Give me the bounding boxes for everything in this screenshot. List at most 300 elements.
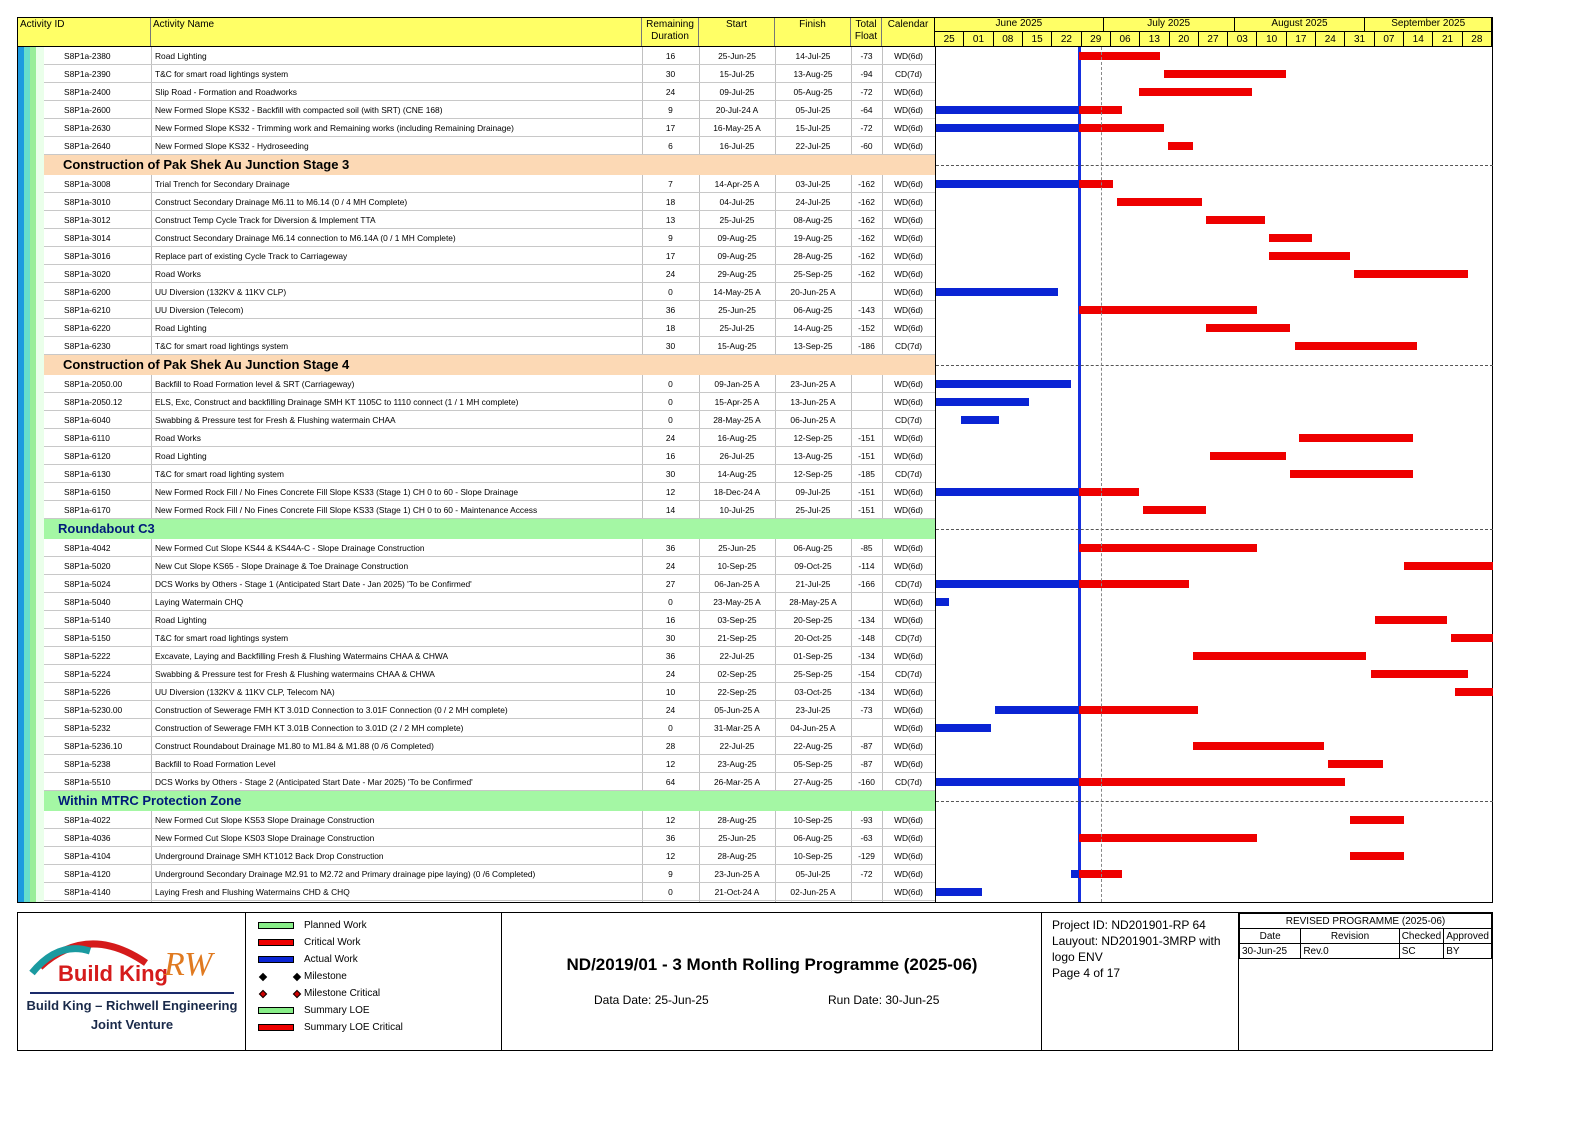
legend-swatch [258, 1024, 294, 1031]
activity-row[interactable] [18, 101, 935, 119]
calendar-cell: WD(6d) [882, 483, 935, 501]
legend-swatch [258, 939, 294, 946]
schedule-sheet [17, 17, 1493, 1051]
start-date-cell: 06-Jan-25 A [699, 575, 775, 593]
activity-name-cell: New Formed Slope KS32 - Trimming work and Remaining works (including Remaining Drainage) [151, 119, 642, 137]
rev-header-checked: Checked [1399, 929, 1444, 944]
activity-row[interactable] [18, 429, 935, 447]
total-float-cell [851, 283, 882, 301]
finish-date-cell: 22-Jul-25 [775, 137, 851, 155]
critical-work-bar[interactable] [1206, 324, 1290, 332]
calendar-cell: WD(6d) [882, 137, 935, 155]
activity-row[interactable] [18, 211, 935, 229]
total-float-cell: -134 [851, 611, 882, 629]
critical-work-bar[interactable] [1079, 778, 1345, 786]
start-date-cell: 09-Aug-25 [699, 229, 775, 247]
activity-row[interactable] [18, 865, 935, 883]
activity-row[interactable] [18, 411, 935, 429]
remaining-duration-cell: 36 [642, 829, 699, 847]
start-date-cell: 25-Jul-25 [699, 211, 775, 229]
activity-row[interactable] [18, 137, 935, 155]
activity-name-cell: T&C for smart road lightings system [151, 629, 642, 647]
finish-date-cell: 19-Aug-25 [775, 229, 851, 247]
start-date-cell: 15-Jul-25 [699, 65, 775, 83]
total-float-cell: -162 [851, 265, 882, 283]
remaining-duration-cell: 36 [642, 539, 699, 557]
wbs-group-header[interactable]: Construction of Pak Shek Au Junction Stage 4 [44, 355, 935, 375]
finish-date-cell: 13-Jun-25 A [775, 393, 851, 411]
actual-work-bar[interactable] [936, 778, 1079, 786]
start-date-cell: 25-Jun-25 [699, 829, 775, 847]
activity-row[interactable] [18, 337, 935, 355]
activity-id-cell: S8P1a-6120 [44, 447, 151, 465]
finish-date-cell: 03-Oct-25 [775, 683, 851, 701]
actual-work-bar[interactable] [936, 124, 1079, 132]
total-float-cell: -162 [851, 193, 882, 211]
total-float-cell: -73 [851, 47, 882, 65]
actual-work-bar[interactable] [995, 706, 1079, 714]
total-float-cell [851, 411, 882, 429]
remaining-duration-cell: 36 [642, 301, 699, 319]
activity-row[interactable] [18, 465, 935, 483]
col-total-float: Total Float [851, 18, 882, 46]
critical-work-bar[interactable] [1193, 652, 1366, 660]
critical-work-bar[interactable] [1451, 634, 1493, 642]
activity-row[interactable] [18, 811, 935, 829]
activity-row[interactable] [18, 737, 935, 755]
remaining-duration-cell: 12 [642, 811, 699, 829]
total-float-cell [851, 719, 882, 737]
remaining-duration-cell: 30 [642, 337, 699, 355]
critical-work-bar[interactable] [1455, 688, 1493, 696]
table-header [17, 17, 1493, 47]
remaining-duration-cell: 0 [642, 719, 699, 737]
start-date-cell: 09-Jul-25 [699, 83, 775, 101]
activity-name-cell: Swabbing & Pressure test for Fresh & Flushing watermains CHAA & CHWA [151, 665, 642, 683]
actual-work-bar[interactable] [961, 416, 999, 424]
calendar-cell: CD(7d) [882, 465, 935, 483]
critical-work-bar[interactable] [1139, 88, 1253, 96]
activity-row[interactable] [18, 557, 935, 575]
rev-header-date: Date [1240, 929, 1301, 944]
activity-name-cell: New Formed Slope KS32 - Backfill with compacted soil (with SRT) (CNE 168) [151, 101, 642, 119]
remaining-duration-cell: 30 [642, 465, 699, 483]
activity-name-cell: Laying Fresh and Flushing Watermains CHD & CHQ [151, 883, 642, 901]
milestone-diamond-icon [259, 990, 267, 998]
start-date-cell: 23-May-25 A [699, 593, 775, 611]
activity-id-cell: S8P1a-6110 [44, 429, 151, 447]
timeline-week: 28 [1463, 32, 1492, 47]
legend-label: Planned Work [304, 920, 367, 931]
critical-work-bar[interactable] [1295, 342, 1417, 350]
legend-label: Actual Work [304, 954, 358, 965]
activity-name-cell: New Formed Slope KS32 - Hydroseeding [151, 137, 642, 155]
activity-name-cell: UU Diversion (132KV & 11KV CLP) [151, 283, 642, 301]
critical-work-bar[interactable] [1079, 488, 1138, 496]
start-date-cell: 15-Apr-25 A [699, 393, 775, 411]
start-date-cell: 21-Sep-25 [699, 629, 775, 647]
calendar-cell: WD(6d) [882, 119, 935, 137]
total-float-cell: -154 [851, 665, 882, 683]
critical-work-bar[interactable] [1079, 306, 1256, 314]
total-float-cell [851, 393, 882, 411]
remaining-duration-cell: 24 [642, 265, 699, 283]
total-float-cell: -73 [851, 701, 882, 719]
finish-date-cell: 02-Jun-25 A [775, 883, 851, 901]
timeline-week: 14 [1404, 32, 1433, 47]
start-date-cell: 25-Jul-25 [699, 319, 775, 337]
remaining-duration-cell: 36 [642, 647, 699, 665]
activity-row[interactable] [18, 483, 935, 501]
remaining-duration-cell: 24 [642, 83, 699, 101]
activity-id-cell: S8P1a-2400 [44, 83, 151, 101]
activity-row[interactable] [18, 611, 935, 629]
remaining-duration-cell: 10 [642, 683, 699, 701]
total-float-cell: -93 [851, 811, 882, 829]
remaining-duration-cell: 13 [642, 211, 699, 229]
actual-work-bar[interactable] [1071, 870, 1079, 878]
critical-work-bar[interactable] [1079, 544, 1256, 552]
activity-id-cell: S8P1a-5150 [44, 629, 151, 647]
calendar-cell: WD(6d) [882, 283, 935, 301]
actual-work-bar[interactable] [936, 288, 1058, 296]
activity-name-cell: Excavate, Laying and Backfilling Fresh & Flushing Watermains CHAA & CHWA [151, 647, 642, 665]
critical-work-bar[interactable] [1168, 142, 1193, 150]
calendar-cell: WD(6d) [882, 83, 935, 101]
activity-name-cell: Construct Roundabout Drainage M1.80 to M1.84 & M1.88 (0 /6 Completed) [151, 737, 642, 755]
activity-row[interactable] [18, 829, 935, 847]
calendar-cell: CD(7d) [882, 411, 935, 429]
activity-id-cell: S8P1a-2640 [44, 137, 151, 155]
activity-row[interactable] [18, 47, 935, 65]
timeline-week: 17 [1287, 32, 1316, 47]
start-date-cell: 23-Aug-25 [699, 755, 775, 773]
finish-date-cell: 23-Jun-25 A [775, 375, 851, 393]
calendar-cell: WD(6d) [882, 611, 935, 629]
activity-name-cell: DCS Works by Others - Stage 2 (Anticipated Start Date - Mar 2025) 'To be Confirmed' [151, 773, 642, 791]
activity-id-cell: S8P1a-5226 [44, 683, 151, 701]
milestone-diamond-icon [259, 973, 267, 981]
remaining-duration-cell: 0 [642, 283, 699, 301]
start-date-cell: 16-May-25 A [699, 119, 775, 137]
activity-id-cell: S8P1a-4104 [44, 847, 151, 865]
timeline-week: 22 [1052, 32, 1081, 47]
remaining-duration-cell: 16 [642, 447, 699, 465]
legend-label: Milestone [304, 971, 347, 982]
activity-id-cell: S8P1a-3020 [44, 265, 151, 283]
remaining-duration-cell: 9 [642, 101, 699, 119]
calendar-cell: CD(7d) [882, 665, 935, 683]
remaining-duration-cell: 64 [642, 773, 699, 791]
actual-work-bar[interactable] [936, 380, 1071, 388]
activity-row[interactable] [18, 629, 935, 647]
finish-date-cell: 09-Jul-25 [775, 483, 851, 501]
critical-work-bar[interactable] [1290, 470, 1412, 478]
timeline-week: 08 [994, 32, 1023, 47]
total-float-cell: -151 [851, 429, 882, 447]
gantt-group-separator [936, 165, 1493, 166]
activity-row[interactable] [18, 755, 935, 773]
legend-label: Critical Work [304, 937, 361, 948]
total-float-cell: -160 [851, 773, 882, 791]
activity-id-cell: S8P1a-2380 [44, 47, 151, 65]
start-date-cell: 18-Dec-24 A [699, 483, 775, 501]
total-float-cell: -94 [851, 65, 882, 83]
remaining-duration-cell: 24 [642, 429, 699, 447]
calendar-cell: CD(7d) [882, 773, 935, 791]
activity-row[interactable] [18, 283, 935, 301]
remaining-duration-cell: 18 [642, 319, 699, 337]
activity-row[interactable] [18, 575, 935, 593]
gantt-group-separator [936, 529, 1493, 530]
activity-row[interactable] [18, 119, 935, 137]
timeline-month: September 2025 [1365, 18, 1492, 31]
calendar-cell: WD(6d) [882, 847, 935, 865]
wbs-group-header[interactable]: Roundabout C3 [44, 519, 935, 539]
critical-work-bar[interactable] [1164, 70, 1286, 78]
remaining-duration-cell: 12 [642, 483, 699, 501]
activity-id-cell: S8P1a-2050.12 [44, 393, 151, 411]
critical-work-bar[interactable] [1143, 506, 1206, 514]
start-date-cell: 14-Aug-25 [699, 465, 775, 483]
finish-date-cell: 01-Sep-25 [775, 647, 851, 665]
critical-work-bar[interactable] [1193, 742, 1324, 750]
critical-work-bar[interactable] [1375, 616, 1447, 624]
run-date-line [1101, 47, 1102, 902]
activity-name-cell: Road Lighting [151, 319, 642, 337]
total-float-cell: -143 [851, 301, 882, 319]
activity-id-cell: S8P1a-2050.00 [44, 375, 151, 393]
activity-row[interactable] [18, 683, 935, 701]
remaining-duration-cell: 6 [642, 137, 699, 155]
col-finish: Finish [775, 18, 851, 46]
calendar-cell: WD(6d) [882, 101, 935, 119]
activity-row[interactable] [18, 375, 935, 393]
col-start: Start [699, 18, 775, 46]
activity-row[interactable] [18, 539, 935, 557]
activity-name-cell: Road Works [151, 265, 642, 283]
critical-work-bar[interactable] [1079, 580, 1189, 588]
remaining-duration-cell: 14 [642, 501, 699, 519]
critical-work-bar[interactable] [1328, 760, 1383, 768]
actual-work-bar[interactable] [936, 106, 1079, 114]
legend-label: Milestone Critical [304, 988, 381, 999]
start-date-cell: 04-Jul-25 [699, 193, 775, 211]
critical-work-bar[interactable] [1079, 706, 1197, 714]
actual-work-bar[interactable] [936, 398, 1029, 406]
activity-row[interactable] [18, 719, 935, 737]
total-float-cell: -151 [851, 483, 882, 501]
activity-id-cell: S8P1a-6170 [44, 501, 151, 519]
wbs-group-header[interactable]: Within MTRC Protection Zone [44, 791, 935, 811]
activity-row[interactable] [18, 229, 935, 247]
wbs-group-header[interactable]: Construction of Pak Shek Au Junction Stage 3 [44, 155, 935, 175]
activity-name-cell: Replace part of existing Cycle Track to Carriageway [151, 247, 642, 265]
activity-id-cell: S8P1a-3010 [44, 193, 151, 211]
total-float-cell: -186 [851, 337, 882, 355]
timeline-week: 31 [1345, 32, 1374, 47]
activity-row[interactable] [18, 647, 935, 665]
activity-row[interactable] [18, 883, 935, 901]
activity-row[interactable] [18, 665, 935, 683]
remaining-duration-cell: 30 [642, 65, 699, 83]
timeline-month: July 2025 [1104, 18, 1235, 31]
activity-name-cell: Construct Secondary Drainage M6.11 to M6.14 (0 / 4 MH Complete) [151, 193, 642, 211]
total-float-cell: -162 [851, 229, 882, 247]
start-date-cell: 21-Oct-24 A [699, 883, 775, 901]
critical-work-bar[interactable] [1350, 852, 1405, 860]
activity-id-cell: S8P1a-3014 [44, 229, 151, 247]
activity-row[interactable] [18, 501, 935, 519]
calendar-cell: WD(6d) [882, 193, 935, 211]
critical-work-bar[interactable] [1350, 816, 1405, 824]
critical-work-bar[interactable] [1206, 216, 1265, 224]
actual-work-bar[interactable] [936, 598, 949, 606]
finish-date-cell: 22-Aug-25 [775, 737, 851, 755]
start-date-cell: 22-Jul-25 [699, 647, 775, 665]
activity-row[interactable] [18, 265, 935, 283]
calendar-cell: WD(6d) [882, 393, 935, 411]
title-section [502, 913, 1042, 1050]
activity-row[interactable] [18, 301, 935, 319]
finish-date-cell: 10-Sep-25 [775, 811, 851, 829]
remaining-duration-cell: 18 [642, 193, 699, 211]
finish-date-cell: 25-Jul-25 [775, 501, 851, 519]
critical-work-bar[interactable] [1371, 670, 1468, 678]
critical-work-bar[interactable] [1079, 834, 1256, 842]
calendar-cell: WD(6d) [882, 811, 935, 829]
activity-id-cell: S8P1a-3016 [44, 247, 151, 265]
finish-date-cell: 25-Sep-25 [775, 265, 851, 283]
total-float-cell: -85 [851, 539, 882, 557]
start-date-cell: 25-Jun-25 [699, 47, 775, 65]
critical-work-bar[interactable] [1269, 234, 1311, 242]
activity-name-cell: Underground Secondary Drainage M2.91 to M2.72 and Primary drainage pipe laying) (0 /6 Completed) [151, 865, 642, 883]
activity-name-cell: Construction of Sewerage FMH KT 3.01D Connection to 3.01F Connection (0 / 2 MH complete) [151, 701, 642, 719]
total-float-cell: -151 [851, 501, 882, 519]
critical-work-bar[interactable] [1354, 270, 1468, 278]
activity-name-cell: New Cut Slope KS65 - Slope Drainage & Toe Drainage Construction [151, 557, 642, 575]
activity-row[interactable] [18, 193, 935, 211]
finish-date-cell: 06-Aug-25 [775, 829, 851, 847]
timeline-days [935, 31, 1492, 48]
activity-name-cell: Road Lighting [151, 47, 642, 65]
critical-work-bar[interactable] [1269, 252, 1349, 260]
total-float-cell: -63 [851, 829, 882, 847]
remaining-duration-cell: 16 [642, 47, 699, 65]
actual-work-bar[interactable] [936, 180, 1079, 188]
activity-name-cell: Road Lighting [151, 611, 642, 629]
activity-row[interactable] [18, 319, 935, 337]
critical-work-bar[interactable] [1079, 180, 1113, 188]
activity-id-cell: S8P1a-4022 [44, 811, 151, 829]
activity-row[interactable] [18, 447, 935, 465]
rev-value-approved: BY [1444, 944, 1492, 959]
activity-row[interactable] [18, 593, 935, 611]
rev-value-date: 30-Jun-25 [1240, 944, 1301, 959]
activity-row[interactable] [18, 393, 935, 411]
logo-brand-text: Build King [58, 961, 168, 986]
activity-row[interactable] [18, 83, 935, 101]
remaining-duration-cell: 30 [642, 629, 699, 647]
remaining-duration-cell: 9 [642, 865, 699, 883]
calendar-cell: CD(7d) [882, 337, 935, 355]
activity-name-cell: New Formed Cut Slope KS03 Slope Drainage Construction [151, 829, 642, 847]
activity-id-cell: S8P1a-6150 [44, 483, 151, 501]
activity-name-cell: Slip Road - Formation and Roadworks [151, 83, 642, 101]
activity-row[interactable] [18, 773, 935, 791]
calendar-cell: WD(6d) [882, 593, 935, 611]
legend-swatch [258, 1007, 294, 1014]
milestone-diamond-icon [293, 973, 301, 981]
total-float-cell: -134 [851, 647, 882, 665]
activity-id-cell: S8P1a-2600 [44, 101, 151, 119]
critical-work-bar[interactable] [1299, 434, 1413, 442]
calendar-cell: WD(6d) [882, 883, 935, 901]
critical-work-bar[interactable] [1117, 198, 1201, 206]
finish-date-cell: 06-Aug-25 [775, 301, 851, 319]
finish-date-cell: 24-Jul-25 [775, 193, 851, 211]
calendar-cell: WD(6d) [882, 47, 935, 65]
timeline-week: 25 [935, 32, 964, 47]
calendar-cell: WD(6d) [882, 375, 935, 393]
total-float-cell: -134 [851, 683, 882, 701]
activity-id-cell: S8P1a-5040 [44, 593, 151, 611]
remaining-duration-cell: 17 [642, 119, 699, 137]
actual-work-bar[interactable] [936, 724, 991, 732]
start-date-cell: 05-Jun-25 A [699, 701, 775, 719]
critical-work-bar[interactable] [1079, 52, 1159, 60]
activity-row[interactable] [18, 847, 935, 865]
remaining-duration-cell: 0 [642, 411, 699, 429]
activity-id-cell: S8P1a-5224 [44, 665, 151, 683]
finish-date-cell: 06-Jun-25 A [775, 411, 851, 429]
activity-row[interactable] [18, 701, 935, 719]
calendar-cell: WD(6d) [882, 557, 935, 575]
data-date-line [1078, 47, 1081, 902]
actual-work-bar[interactable] [936, 888, 982, 896]
page-number: Page 4 of 17 [1052, 966, 1121, 980]
activity-row[interactable] [18, 175, 935, 193]
actual-work-bar[interactable] [936, 580, 1079, 588]
gantt-group-separator [936, 801, 1493, 802]
col-activity-name: Activity Name [151, 18, 642, 46]
activity-id-cell: S8P1a-4042 [44, 539, 151, 557]
actual-work-bar[interactable] [936, 488, 1079, 496]
activity-name-cell: UU Diversion (132KV & 11KV CLP, Telecom NA) [151, 683, 642, 701]
start-date-cell: 09-Aug-25 [699, 247, 775, 265]
calendar-cell: WD(6d) [882, 429, 935, 447]
footer [17, 912, 1493, 1051]
finish-date-cell: 13-Sep-25 [775, 337, 851, 355]
finish-date-cell: 23-Jul-25 [775, 701, 851, 719]
start-date-cell: 25-Jun-25 [699, 539, 775, 557]
activity-row[interactable] [18, 65, 935, 83]
total-float-cell: -162 [851, 211, 882, 229]
critical-work-bar[interactable] [1210, 452, 1286, 460]
activity-row[interactable] [18, 247, 935, 265]
total-float-cell: -60 [851, 137, 882, 155]
timeline-week: 29 [1082, 32, 1111, 47]
total-float-cell: -148 [851, 629, 882, 647]
critical-work-bar[interactable] [1404, 562, 1493, 570]
start-date-cell: 22-Jul-25 [699, 737, 775, 755]
activity-name-cell: T&C for smart road lightings system [151, 65, 642, 83]
data-date-label: Data Date: 25-Jun-25 [594, 993, 709, 1007]
critical-work-bar[interactable] [1079, 124, 1163, 132]
activity-id-cell: S8P1a-6130 [44, 465, 151, 483]
finish-date-cell: 05-Aug-25 [775, 83, 851, 101]
